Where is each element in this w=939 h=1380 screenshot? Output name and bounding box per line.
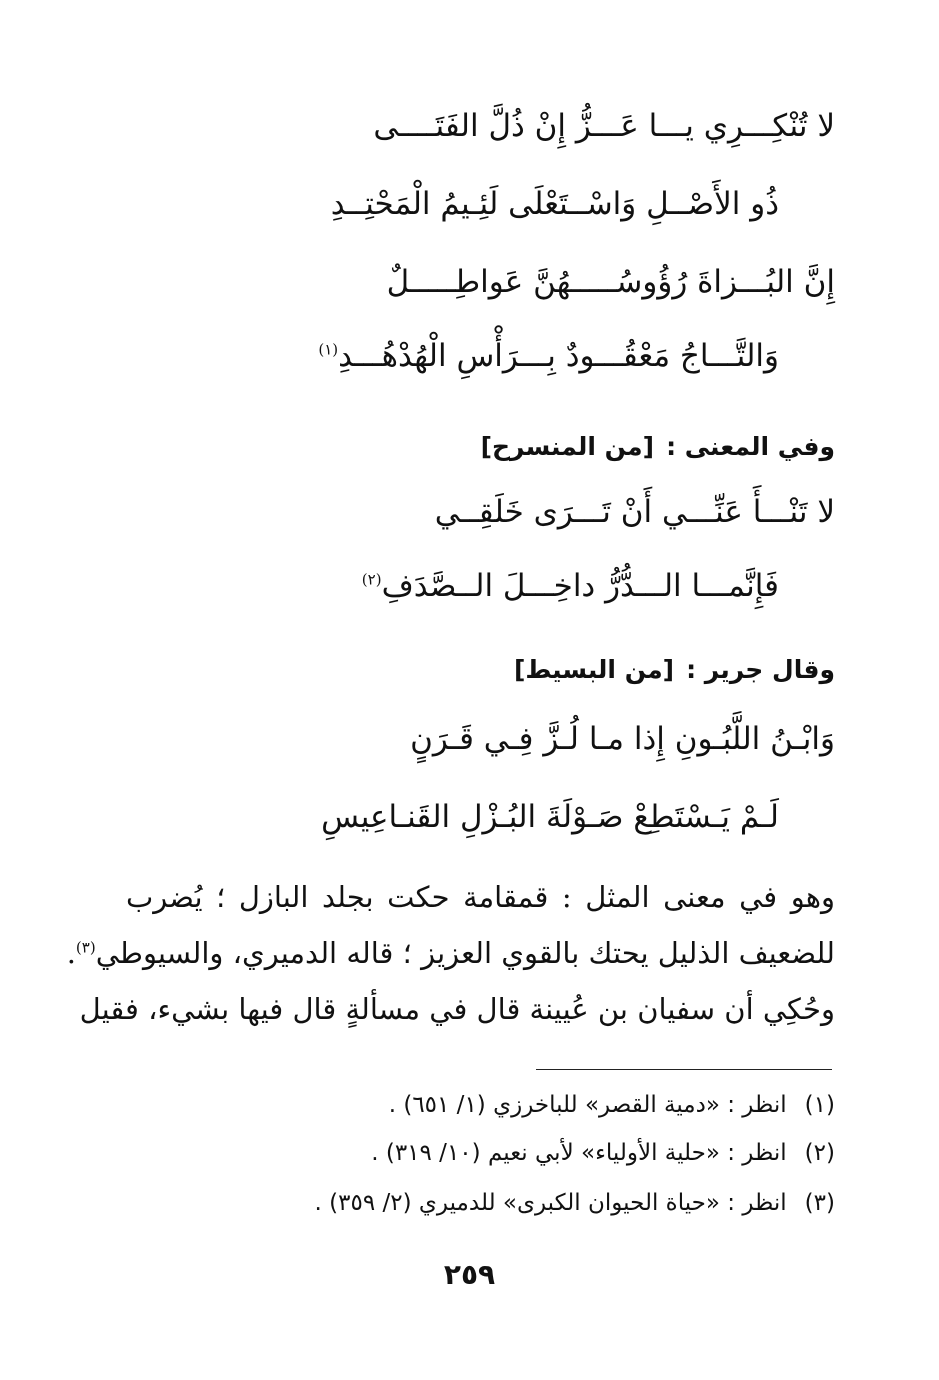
prose-line-1: وهو في معنى المثل : قمقامة حكت بجلد البازل ؛ يُضرب bbox=[126, 880, 835, 914]
section-2-intro: وفي المعنى : bbox=[666, 432, 835, 461]
footnote-3 bbox=[315, 1190, 835, 1216]
verse-line-2: ذُو الأَصْــلِ وَاسْــتَعْلَى لَئِـيمُ الْمَحْتِــدِ bbox=[330, 186, 779, 222]
footnote-2 bbox=[371, 1140, 835, 1166]
footnote-text: انظر : «حياة الحيوان الكبرى» للدميري (٢/ ٣٥٩) . bbox=[314, 1190, 787, 1216]
verse-line-7: وَابْـنُ اللَّبُـونِ إِذا مـا لُـزَّ فِـي قَـرَنٍ bbox=[410, 721, 835, 757]
footnote-ref-3: (٣) bbox=[75, 938, 96, 957]
section-heading-3 bbox=[514, 655, 835, 684]
section-3-intro: وقال جرير : bbox=[686, 655, 835, 684]
verse-line-1: لا تُنْكِـــرِي يـــا عَـــزُّ إِنْ ذُلَّ الفَتَــــى bbox=[373, 108, 835, 144]
footnote-ref-1: (١) bbox=[318, 340, 339, 359]
verse-line-6 bbox=[362, 568, 779, 604]
prose-line-2-text: للضعيف الذليل يحتك بالقوي العزيز ؛ قاله الدميري، والسيوطي bbox=[95, 936, 835, 970]
meter-label: [من المنسرح] bbox=[480, 432, 655, 461]
footnote-text: انظر : «دمية القصر» للباخرزي (١/ ٦٥١) . bbox=[388, 1092, 787, 1118]
footnote-1 bbox=[389, 1092, 835, 1118]
verse-line-3: إِنَّ البُـــزاةَ رُؤُوسُـــــهُنَّ عَواطِـــــلٌ bbox=[386, 264, 835, 300]
footnote-number: (١) bbox=[804, 1092, 835, 1118]
prose-line-3: وحُكِي أن سفيان بن عُيينة قال في مسألةٍ قال فيها بشيء، فقيل bbox=[79, 992, 835, 1026]
page-number: ٢٥٩ bbox=[443, 1258, 496, 1291]
footnote-ref-2: (٢) bbox=[361, 570, 382, 589]
verse-line-8: لَـمْ يَـسْتَطِعْ صَـوْلَةَ البُـزْلِ القَنـاعِيسِ bbox=[321, 799, 779, 835]
verse-line-4 bbox=[318, 338, 779, 374]
verse-line-6-text: فَإِنَّمـــا الـــدُّرُّ داخِـــلَ الــصَّدَفِ bbox=[381, 568, 779, 604]
footnote-text: انظر : «حلية الأولياء» لأبي نعيم (١٠/ ٣١٩) . bbox=[371, 1140, 787, 1166]
footnote-number: (٢) bbox=[804, 1140, 835, 1166]
meter-label: [من البسيط] bbox=[513, 655, 675, 684]
prose-line-2 bbox=[66, 936, 835, 970]
footnote-number: (٣) bbox=[804, 1190, 835, 1216]
section-heading-2 bbox=[481, 432, 835, 461]
verse-line-5: لا تَنْـــأَ عَنِّـــي أَنْ تَـــرَى خَلَقِــي bbox=[434, 494, 835, 530]
prose-line-2-end: . bbox=[66, 936, 76, 970]
verse-line-4-text: وَالتَّـــاجُ مَعْقُـــودٌ بِـــرَأْسِ الْهُدْهُـــدِ bbox=[338, 338, 779, 374]
footnote-separator bbox=[536, 1069, 832, 1070]
